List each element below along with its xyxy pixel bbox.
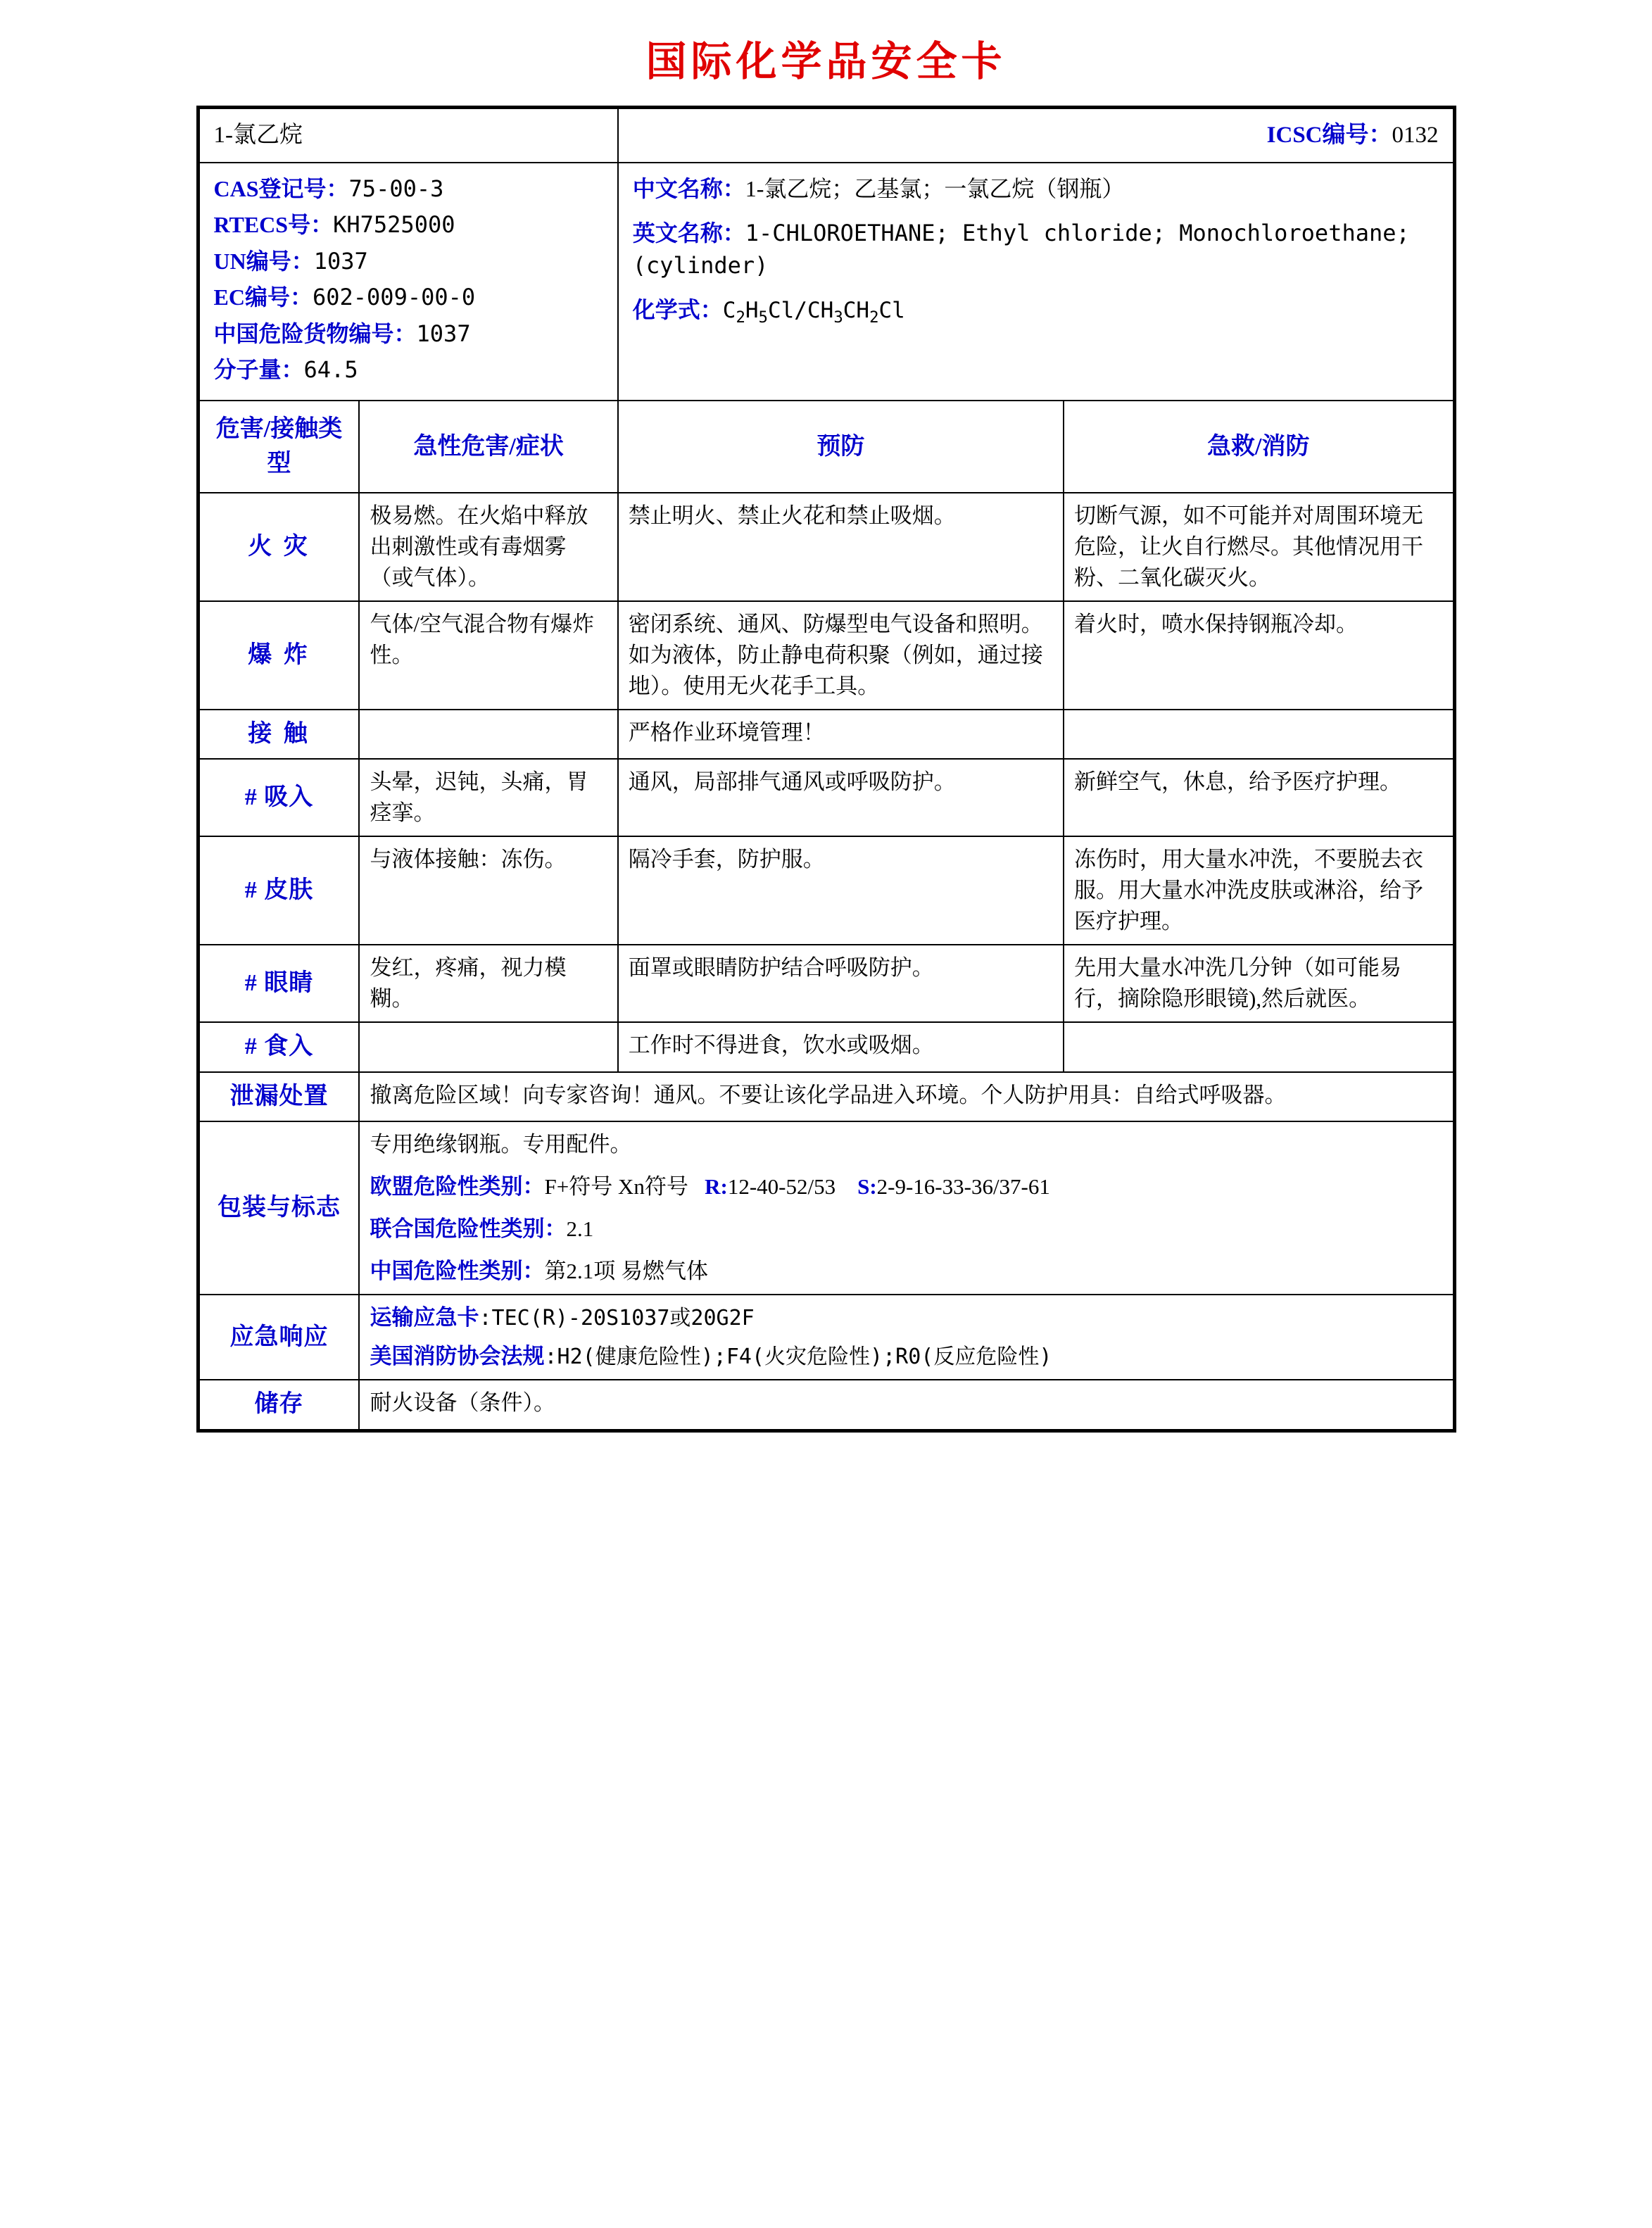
names-and-formula	[618, 163, 1454, 401]
name-bar	[199, 108, 1454, 163]
emergency-nfpa-value: :H2(健康危险性);F4(火灾危险性);R0(反应危险性)	[544, 1344, 1052, 1369]
identifier-cas-value: 75-00-3	[348, 175, 444, 202]
table-row	[199, 836, 1454, 945]
row-label-spillage: 泄漏处置	[199, 1072, 360, 1121]
table-row	[199, 1022, 1454, 1071]
explosion-prevention: 密闭系统、通风、防爆型电气设备和照明。如为液体，防止静电荷积聚（例如，通过接地）。使用无火花手工具。	[618, 601, 1064, 710]
table-row	[199, 945, 1454, 1022]
chinese-name-label: 中文名称：	[632, 175, 745, 201]
packaging-eu-s-label: S:	[857, 1174, 877, 1200]
packaging-eu-label: 欧盟危险性类别：	[370, 1174, 545, 1200]
ingestion-prevention: 工作时不得进食，饮水或吸烟。	[618, 1022, 1064, 1071]
emergency-transport-label: 运输应急卡	[370, 1305, 479, 1330]
eyes-prevention: 面罩或眼睛防护结合呼吸防护。	[618, 945, 1064, 1022]
packaging-eu-s-value: 2-9-16-33-36/37-61	[876, 1174, 1050, 1200]
identifier-molecular-weight-value: 64.5	[303, 356, 358, 384]
row-label-explosion: 爆 炸	[199, 601, 360, 710]
skin-hazard: 与液体接触：冻伤。	[359, 836, 617, 945]
table-row	[199, 601, 1454, 710]
storage-row	[199, 1380, 1454, 1429]
identifier-ec-label: EC编号：	[213, 284, 313, 310]
spillage-row	[199, 1072, 1454, 1121]
packaging-eu-value: F+符号 Xn符号	[544, 1174, 688, 1200]
chinese-name	[633, 173, 1439, 205]
table-row	[199, 710, 1454, 759]
row-label-ingestion: # 食入	[199, 1022, 360, 1071]
chinese-name-value: 1-氯乙烷；乙基氯；一氯乙烷（钢瓶）	[745, 175, 1125, 201]
packaging-line1: 专用绝缘钢瓶。专用配件。	[370, 1132, 632, 1157]
row-label-packaging: 包装与标志	[199, 1121, 360, 1295]
column-header-row	[199, 401, 1454, 493]
identifier-cn-dangerous-goods-value: 1037	[416, 320, 471, 347]
fire-first-aid: 切断气源，如不可能并对周围环境无危险，让火自行燃尽。其他情况用干粉、二氧化碳灭火。	[1064, 493, 1454, 601]
column-header-prevention: 预防	[618, 401, 1064, 493]
icsc-number-cell	[618, 108, 1454, 163]
fire-prevention: 禁止明火、禁止火花和禁止吸烟。	[618, 493, 1064, 601]
eyes-first-aid: 先用大量水冲洗几分钟（如可能易行，摘除隐形眼镜),然后就医。	[1064, 945, 1454, 1022]
exposure-hazard	[359, 710, 617, 759]
table-row	[199, 493, 1454, 601]
ingestion-hazard	[359, 1022, 617, 1071]
row-label-emergency: 应急响应	[199, 1295, 360, 1380]
packaging-cn	[370, 1256, 1442, 1287]
packaging-un-label: 联合国危险性类别：	[370, 1216, 567, 1242]
explosion-first-aid: 着火时，喷水保持钢瓶冷却。	[1064, 601, 1454, 710]
spillage-text: 撤离危险区域！向专家咨询！通风。不要让该化学品进入环境。个人防护用具：自给式呼吸器。	[359, 1072, 1453, 1121]
identifier-rtecs-value: KH7525000	[333, 211, 455, 239]
row-label-inhalation: # 吸入	[199, 759, 360, 836]
identifier-cas-label: CAS登记号：	[213, 175, 349, 201]
row-label-storage: 储存	[199, 1380, 360, 1429]
row-label-fire: 火 灾	[199, 493, 360, 601]
emergency-nfpa	[370, 1341, 1442, 1373]
icsc-number-label: ICSC编号：	[1266, 122, 1392, 148]
table-row	[199, 759, 1454, 836]
ingestion-first-aid	[1064, 1022, 1454, 1071]
english-name	[633, 218, 1439, 282]
emergency-transport-value: :TEC(R)-20S1037或20G2F	[479, 1306, 755, 1331]
column-header-hazard-type: 危害/接触类型	[199, 401, 360, 493]
skin-first-aid: 冻伤时，用大量水冲洗，不要脱去衣服。用大量水冲洗皮肤或淋浴，给予医疗护理。	[1064, 836, 1454, 945]
identifier-un-label: UN编号：	[213, 248, 314, 274]
packaging-cn-label: 中国危险性类别：	[370, 1259, 545, 1284]
inhalation-hazard: 头晕，迟钝，头痛，胃痉挛。	[359, 759, 617, 836]
icsc-number-value: 0132	[1392, 122, 1439, 148]
identifier-cn-dangerous-goods-label: 中国危险货物编号：	[213, 320, 417, 346]
identifier-cn-dangerous-goods	[214, 318, 603, 350]
chemical-formula-value: $C_2H_5Cl/CH_3CH_2Cl$	[722, 298, 905, 327]
emergency-content	[359, 1295, 1453, 1380]
emergency-row	[199, 1295, 1454, 1380]
identification-block	[199, 163, 1454, 401]
identifier-molecular-weight	[214, 354, 603, 386]
storage-text: 耐火设备（条件）。	[359, 1380, 1453, 1429]
packaging-eu	[370, 1171, 1442, 1202]
identifier-list	[199, 163, 618, 401]
chemical-formula-label: 化学式：	[632, 297, 723, 323]
packaging-un	[370, 1214, 1442, 1245]
fire-hazard: 极易燃。在火焰中释放出刺激性或有毒烟雾（或气体）。	[359, 493, 617, 601]
identifier-cas	[214, 173, 603, 205]
packaging-content	[359, 1121, 1453, 1295]
row-label-exposure: 接 触	[199, 710, 360, 759]
column-header-first-aid: 急救/消防	[1064, 401, 1454, 493]
packaging-eu-r-label: R:	[705, 1174, 728, 1200]
emergency-nfpa-label: 美国消防协会法规	[370, 1343, 545, 1368]
page-title: 国际化学品安全卡	[645, 37, 1007, 85]
identifier-ec	[214, 282, 603, 313]
exposure-prevention: 严格作业环境管理！	[618, 710, 1064, 759]
english-name-value: 1-CHLOROETHANE; Ethyl chloride; Monochloroethane; (cylinder)	[632, 220, 1410, 279]
icsc-card	[196, 106, 1456, 1433]
exposure-first-aid	[1064, 710, 1454, 759]
eyes-hazard: 发红，疼痛，视力模糊。	[359, 945, 617, 1022]
column-header-acute-hazards: 急性危害/症状	[359, 401, 617, 493]
chemical-formula	[633, 294, 1439, 329]
skin-prevention: 隔冷手套，防护服。	[618, 836, 1064, 945]
explosion-hazard: 气体/空气混合物有爆炸性。	[359, 601, 617, 710]
substance-name-cell	[199, 108, 618, 163]
row-label-skin: # 皮肤	[199, 836, 360, 945]
icsc-table	[198, 108, 1454, 1430]
identifier-molecular-weight-label: 分子量：	[213, 357, 304, 383]
packaging-row	[199, 1121, 1454, 1295]
identifier-rtecs	[214, 209, 603, 241]
inhalation-prevention: 通风，局部排气通风或呼吸防护。	[618, 759, 1064, 836]
substance-name: 1-氯乙烷	[213, 122, 303, 148]
row-label-eyes: # 眼睛	[199, 945, 360, 1022]
packaging-eu-r-value: 12-40-52/53	[727, 1174, 836, 1200]
inhalation-first-aid: 新鲜空气，休息，给予医疗护理。	[1064, 759, 1454, 836]
identifier-un	[214, 246, 603, 277]
identifier-rtecs-label: RTECS号：	[213, 212, 334, 238]
english-name-label: 英文名称：	[632, 220, 745, 246]
emergency-transport	[370, 1302, 1442, 1334]
packaging-un-value: 2.1	[566, 1216, 594, 1242]
packaging-cn-value: 第2.1项 易燃气体	[544, 1259, 708, 1284]
identifier-un-value: 1037	[313, 247, 368, 275]
identifier-ec-value: 602-009-00-0	[312, 284, 476, 311]
